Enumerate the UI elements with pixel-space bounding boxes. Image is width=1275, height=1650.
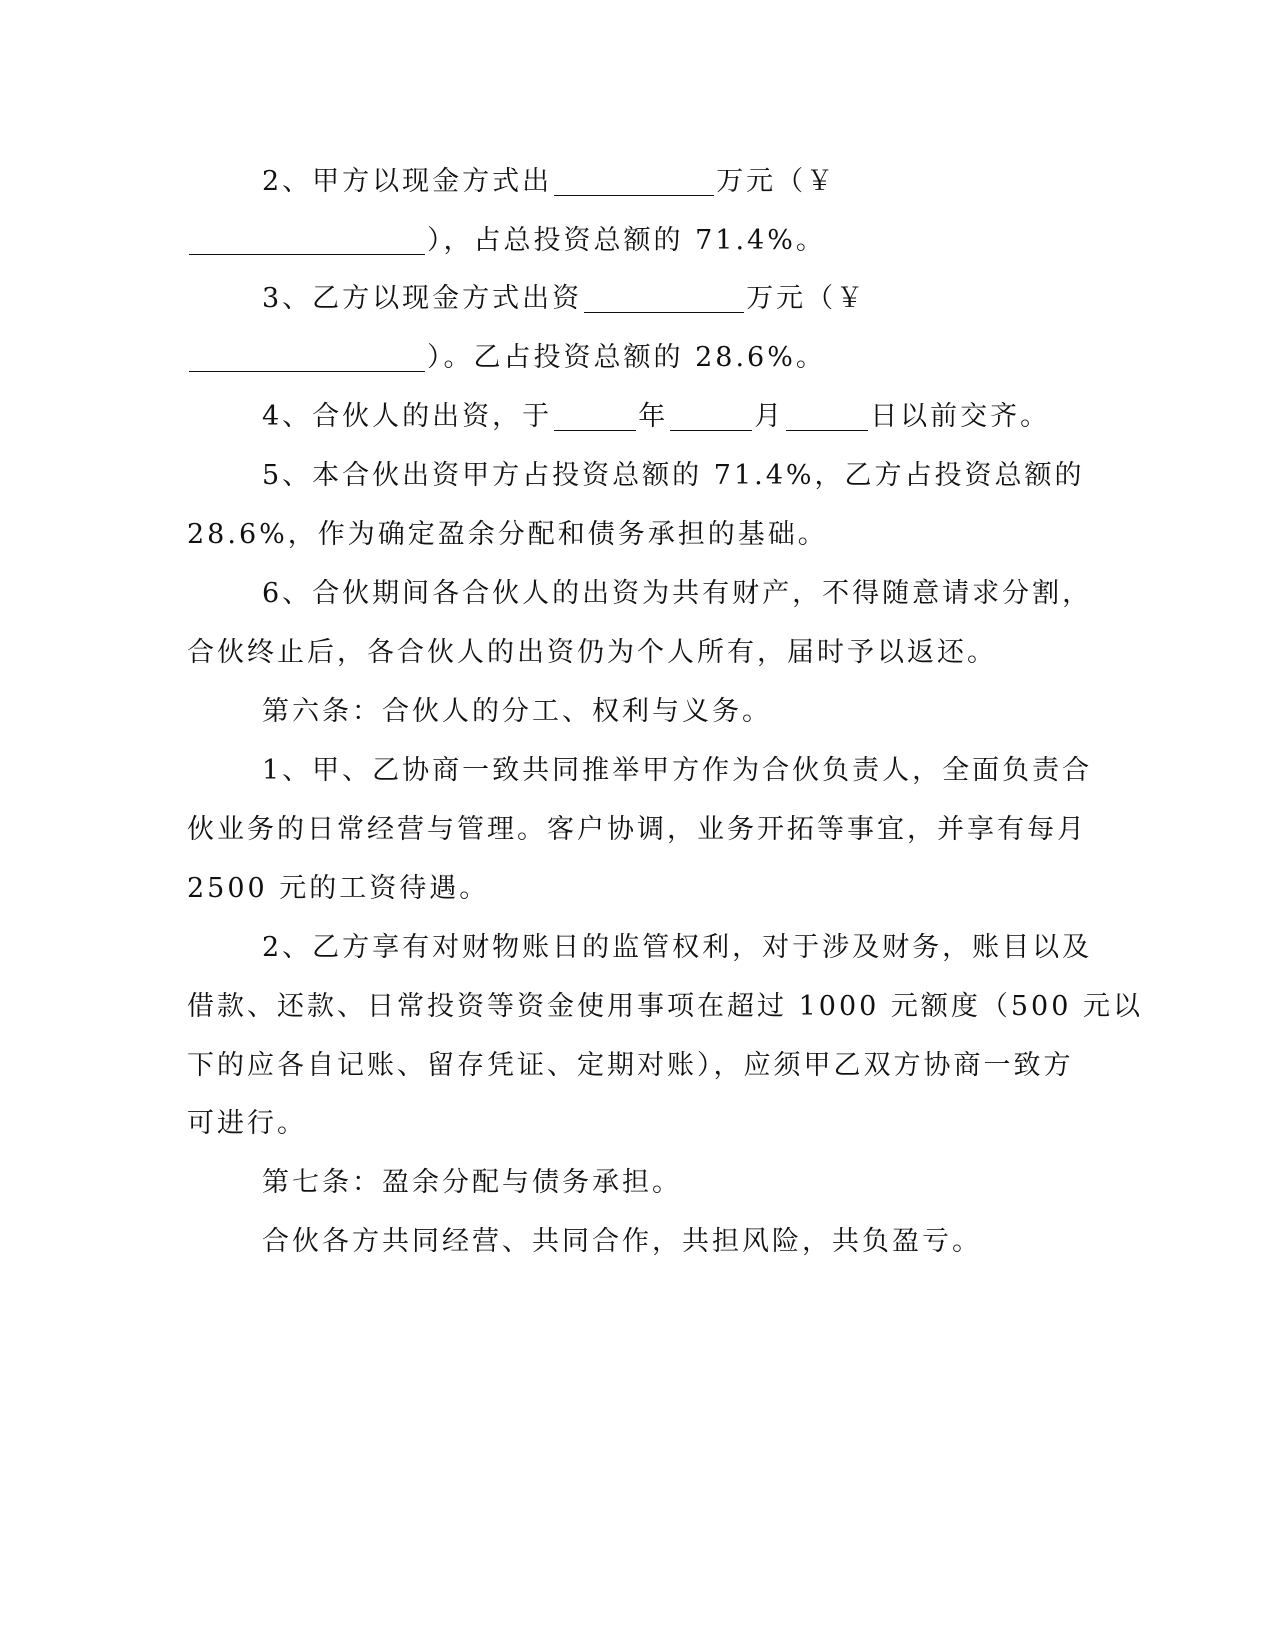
article-7-heading: 第七条：盈余分配与债务承担。 xyxy=(262,1167,682,1198)
article-6-clause-1-line-1: 1、甲、乙协商一致共同推举甲方作为合伙负责人，全面负责合 xyxy=(262,755,1093,786)
article-6-clause-2-line-1: 2、乙方享有对财物账日的监管权利，对于涉及财务，账目以及 xyxy=(262,932,1093,963)
article-6-clause-2-line-2: 借款、还款、日常投资等资金使用事项在超过 1000 元额度（500 元以 xyxy=(187,991,1143,1022)
blank-amount-rmb[interactable] xyxy=(189,341,425,372)
clause-text: 日以前交齐。 xyxy=(870,401,1051,432)
clause-text: ）。乙占投资总额的 28.6%。 xyxy=(427,342,826,373)
clause-2-line-1 xyxy=(262,162,836,202)
blank-year[interactable] xyxy=(554,400,636,431)
clause-5-line-2: 28.6%，作为确定盈余分配和债务承担的基础。 xyxy=(187,519,828,550)
blank-amount[interactable] xyxy=(554,165,714,196)
blank-amount[interactable] xyxy=(584,282,744,313)
clause-text: 4、合伙人的出资，于 xyxy=(262,401,553,432)
blank-month[interactable] xyxy=(670,400,752,431)
article-6-clause-1-line-2: 伙业务的日常经营与管理。客户协调，业务开拓等事宜，并享有每月 xyxy=(187,814,1087,845)
clause-text: 3、乙方以现金方式出资 xyxy=(262,283,583,314)
clause-text: 万元（￥ xyxy=(746,283,867,314)
blank-amount-rmb[interactable] xyxy=(189,224,425,255)
clause-2-line-2 xyxy=(187,221,826,261)
clause-5-line-1: 5、本合伙出资甲方占投资总额的 71.4%，乙方占投资总额的 xyxy=(262,460,1085,491)
clause-3-line-2 xyxy=(187,338,826,378)
article-7-body: 合伙各方共同经营、共同合作，共担风险，共负盈亏。 xyxy=(262,1226,982,1257)
clause-3-line-1 xyxy=(262,279,866,319)
article-6-clause-2-line-3: 下的应各自记账、留存凭证、定期对账），应须甲乙双方协商一致方 xyxy=(187,1050,1074,1081)
clause-text: 年 xyxy=(638,401,669,432)
clause-text: 万元（￥ xyxy=(716,166,837,197)
clause-6-line-1: 6、合伙期间各合伙人的出资为共有财产，不得随意请求分割， xyxy=(262,578,1093,609)
clause-text: 2、甲方以现金方式出 xyxy=(262,166,553,197)
article-6-clause-2-line-4: 可进行。 xyxy=(187,1108,307,1139)
article-6-heading: 第六条：合伙人的分工、权利与义务。 xyxy=(262,696,772,727)
clause-text: ），占总投资总额的 71.4%。 xyxy=(427,225,826,256)
clause-text: 月 xyxy=(754,401,785,432)
clause-4-line xyxy=(262,397,1050,437)
article-6-clause-1-line-3: 2500 元的工资待遇。 xyxy=(187,873,490,904)
blank-day[interactable] xyxy=(786,400,868,431)
clause-6-line-2: 合伙终止后，各合伙人的出资仍为个人所有，届时予以返还。 xyxy=(187,637,997,668)
